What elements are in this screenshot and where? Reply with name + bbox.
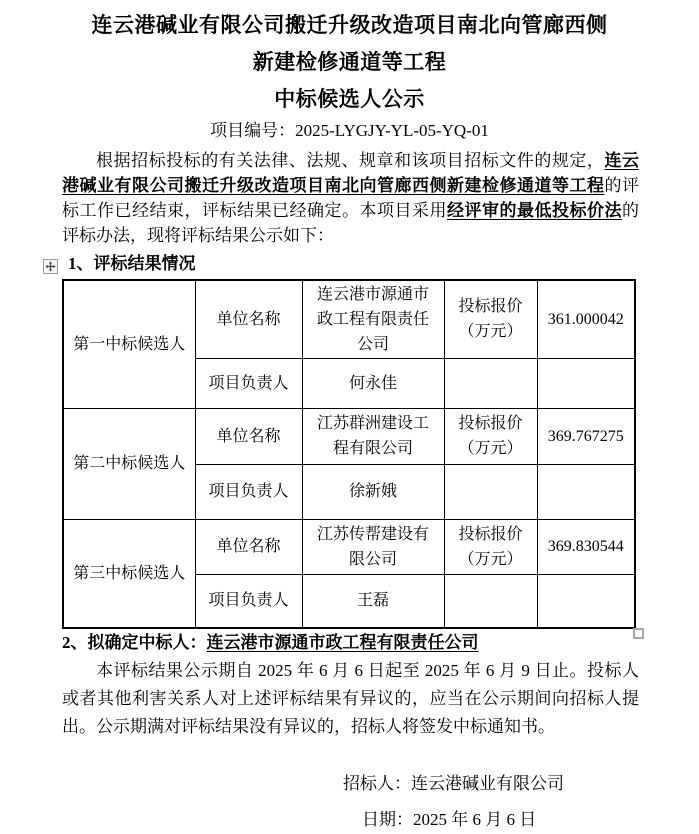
empty-cell <box>537 358 635 408</box>
date-value: 2025 年 6 月 6 日 <box>413 810 537 829</box>
manager-name-cell: 徐新娥 <box>302 464 444 519</box>
manager-name-cell: 王磊 <box>302 574 444 628</box>
winner-label: 2、拟确定中标人： <box>62 633 207 652</box>
intro-text-3: 的评标办法，现将评标结果公示如下： <box>62 201 639 245</box>
manager-label-cell: 项目负责人 <box>195 358 302 408</box>
price-label-cell: 投标报价（万元） <box>444 280 537 358</box>
project-number: 项目编号：2025-LYGJY-YL-05-YQ-01 <box>210 121 489 140</box>
table-row <box>63 408 635 464</box>
winner-name: 连云港市源通市政工程有限责任公司 <box>206 633 479 652</box>
tenderee-line <box>343 773 564 794</box>
empty-cell <box>537 464 635 519</box>
table-row <box>63 280 635 358</box>
manager-label-cell: 项目负责人 <box>195 574 302 628</box>
unit-name-cell: 江苏传帮建设有限公司 <box>302 519 444 574</box>
price-value-cell: 369.767275 <box>537 408 635 464</box>
candidate-rank-cell: 第一中标候选人 <box>63 280 195 408</box>
table-resize-handle-icon[interactable] <box>633 628 644 639</box>
tenderee-name: 连云港碱业有限公司 <box>411 774 564 793</box>
price-label-cell: 投标报价（万元） <box>444 408 537 464</box>
unit-label-cell: 单位名称 <box>195 519 302 574</box>
price-value-cell: 361.000042 <box>537 280 635 358</box>
intro-paragraph <box>62 148 639 248</box>
unit-name-cell: 江苏群洲建设工程有限公司 <box>302 408 444 464</box>
evaluation-method-emphasis: 经评审的最低投标价法 <box>447 201 622 220</box>
candidate-rank-cell: 第三中标候选人 <box>63 519 195 628</box>
empty-cell <box>444 358 537 408</box>
price-label-cell: 投标报价（万元） <box>444 519 537 574</box>
empty-cell <box>444 574 537 628</box>
section2-heading <box>62 632 479 654</box>
document-title-line1: 连云港碱业有限公司搬迁升级改造项目南北向管廊西侧 <box>91 13 608 37</box>
section1-heading: 1、评标结果情况 <box>68 254 196 273</box>
empty-cell <box>537 574 635 628</box>
intro-text-1: 根据招标投标的有关法律、法规、规章和该项目招标文件的规定， <box>96 151 605 170</box>
price-value-cell: 369.830544 <box>537 519 635 574</box>
bid-results-table <box>62 279 636 629</box>
table-move-handle-icon[interactable] <box>43 259 58 274</box>
table-row <box>63 519 635 574</box>
unit-name-cell: 连云港市源通市政工程有限责任公司 <box>302 280 444 358</box>
candidate-rank-cell: 第二中标候选人 <box>63 408 195 519</box>
date-line <box>362 809 536 830</box>
date-label: 日期： <box>362 810 413 829</box>
tenderee-label: 招标人： <box>343 774 411 793</box>
intro-text-2: 的评标工作已经结束，评标结果已经确定。本项目采用 <box>62 176 639 220</box>
manager-name-cell: 何永佳 <box>302 358 444 408</box>
manager-label-cell: 项目负责人 <box>195 464 302 519</box>
empty-cell <box>444 464 537 519</box>
unit-label-cell: 单位名称 <box>195 280 302 358</box>
notice-paragraph: 本评标结果公示期自 2025 年 6 月 6 日起至 2025 年 6 月 9 日止。投标人或者其他利害关系人对上述评标结果有异议的，应当在公示期间向招标人提出。公示期满对评标结果没有异议的，招标人将签发中标通知书。 <box>62 661 639 736</box>
document-title-line3: 中标候选人公示 <box>274 87 425 111</box>
document-title-line2: 新建检修通道等工程 <box>252 50 447 74</box>
unit-label-cell: 单位名称 <box>195 408 302 464</box>
project-name-emphasis: 连云港碱业有限公司搬迁升级改造项目南北向管廊西侧新建检修通道等工程 <box>62 151 640 195</box>
move-arrows-glyph <box>45 261 56 272</box>
